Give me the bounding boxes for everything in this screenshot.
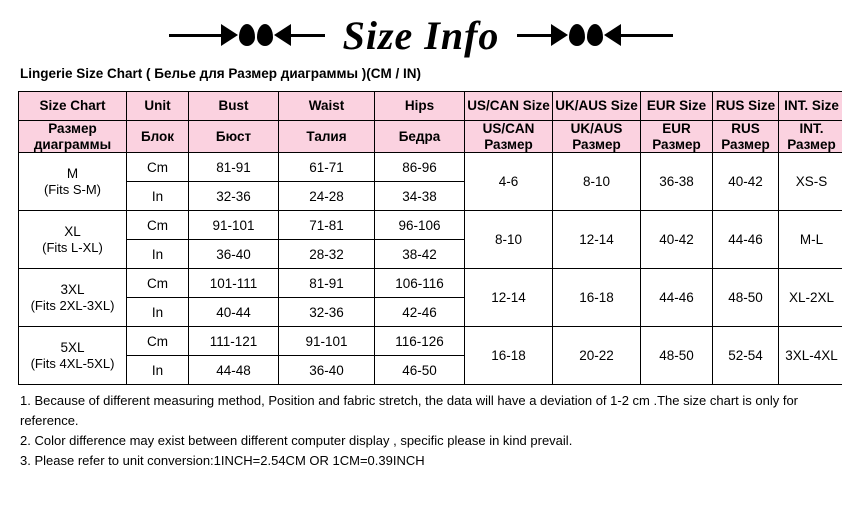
waist-cm: 71-81: [279, 211, 375, 240]
note-2: 2. Color difference may exist between different computer display , specific please in kind prevail.: [20, 433, 573, 449]
waist-in: 32-36: [279, 298, 375, 327]
size-name: XL: [64, 223, 81, 239]
header-int-size-ru: INT. Размер: [779, 121, 842, 153]
header-eur-size: EUR Size: [641, 92, 713, 121]
row-size-label: [19, 327, 127, 385]
ukaus-value: 20-22: [553, 327, 641, 385]
row-size-label: [19, 153, 127, 211]
bust-in: 44-48: [189, 356, 279, 385]
hips-cm: 116-126: [375, 327, 465, 356]
rus-value: 44-46: [713, 211, 779, 269]
ukaus-value: 8-10: [553, 153, 641, 211]
uscan-value: 16-18: [465, 327, 553, 385]
header-eur-size-ru: EUR Размер: [641, 121, 713, 153]
header-ukaus-size-ru: UK/AUS Размер: [553, 121, 641, 153]
header-uscan-size: US/CAN Size: [465, 92, 553, 121]
int-value: XL-2XL: [779, 269, 842, 327]
header-row-english: [19, 92, 842, 121]
page-title: Size Info: [342, 12, 500, 58]
hips-cm: 96-106: [375, 211, 465, 240]
header-waist: Waist: [279, 92, 375, 121]
unit-in: In: [127, 240, 189, 269]
hips-in: 34-38: [375, 182, 465, 211]
unit-cm: Cm: [127, 153, 189, 182]
ukaus-value: 12-14: [553, 211, 641, 269]
rus-value: 40-42: [713, 153, 779, 211]
uscan-value: 8-10: [465, 211, 553, 269]
waist-cm: 91-101: [279, 327, 375, 356]
size-name: 5XL: [60, 339, 85, 355]
header-int-size: INT. Size: [779, 92, 842, 121]
eur-value: 44-46: [641, 269, 713, 327]
table-row: [19, 211, 842, 240]
bust-in: 36-40: [189, 240, 279, 269]
eur-value: 40-42: [641, 211, 713, 269]
header-rus-size: RUS Size: [713, 92, 779, 121]
size-fits: (Fits L-XL): [42, 239, 103, 255]
header-size-chart-ru: Размер диаграммы: [19, 121, 127, 153]
size-fits: (Fits 4XL-5XL): [30, 355, 115, 371]
table-header: [19, 92, 842, 153]
chart-subtitle: Lingerie Size Chart ( Белье для Размер диаграммы )(CM / IN): [20, 66, 421, 81]
notes-section: [0, 385, 842, 472]
rus-value: 48-50: [713, 269, 779, 327]
waist-in: 28-32: [279, 240, 375, 269]
left-ornament-icon: [169, 18, 325, 52]
table-body: [19, 153, 842, 385]
header-hips: Hips: [375, 92, 465, 121]
unit-cm: Cm: [127, 211, 189, 240]
bust-cm: 111-121: [189, 327, 279, 356]
eur-value: 36-38: [641, 153, 713, 211]
size-fits: (Fits S-M): [43, 181, 102, 197]
waist-cm: 81-91: [279, 269, 375, 298]
header-rus-size-ru: RUS Размер: [713, 121, 779, 153]
unit-in: In: [127, 298, 189, 327]
bust-cm: 81-91: [189, 153, 279, 182]
hips-cm: 86-96: [375, 153, 465, 182]
header-hips-ru: Бедра: [375, 121, 465, 153]
unit-cm: Cm: [127, 327, 189, 356]
unit-cm: Cm: [127, 269, 189, 298]
row-size-label: [19, 269, 127, 327]
unit-in: In: [127, 182, 189, 211]
header-bust: Bust: [189, 92, 279, 121]
size-table-container: [0, 91, 842, 385]
unit-in: In: [127, 356, 189, 385]
header-waist-ru: Талия: [279, 121, 375, 153]
hips-in: 42-46: [375, 298, 465, 327]
int-value: XS-S: [779, 153, 842, 211]
header-row-russian: [19, 121, 842, 153]
size-name: 3XL: [60, 281, 85, 297]
note-1: 1. Because of different measuring method, Position and fabric stretch, the data will have a deviation of 1-2 cm .The size chart is only for reference.: [20, 393, 799, 429]
header-ukaus-size: UK/AUS Size: [553, 92, 641, 121]
note-3: 3. Please refer to unit conversion:1INCH=2.54CM OR 1CM=0.39INCH: [20, 453, 425, 469]
table-row: [19, 153, 842, 182]
eur-value: 48-50: [641, 327, 713, 385]
uscan-value: 12-14: [465, 269, 553, 327]
size-name: M: [66, 165, 79, 181]
waist-cm: 61-71: [279, 153, 375, 182]
ukaus-value: 16-18: [553, 269, 641, 327]
size-fits: (Fits 2XL-3XL): [30, 297, 115, 313]
size-chart-table: [18, 91, 842, 385]
row-size-label: [19, 211, 127, 269]
int-value: 3XL-4XL: [779, 327, 842, 385]
int-value: M-L: [779, 211, 842, 269]
rus-value: 52-54: [713, 327, 779, 385]
header-bust-ru: Бюст: [189, 121, 279, 153]
right-ornament-icon: [517, 18, 673, 52]
uscan-value: 4-6: [465, 153, 553, 211]
hips-in: 38-42: [375, 240, 465, 269]
header-unit-ru: Блок: [127, 121, 189, 153]
hips-cm: 106-116: [375, 269, 465, 298]
bust-cm: 101-111: [189, 269, 279, 298]
header-uscan-size-ru: US/CAN Размер: [465, 121, 553, 153]
header-unit: Unit: [127, 92, 189, 121]
table-row: [19, 327, 842, 356]
bust-in: 32-36: [189, 182, 279, 211]
bust-in: 40-44: [189, 298, 279, 327]
waist-in: 36-40: [279, 356, 375, 385]
header-size-chart: Size Chart: [19, 92, 127, 121]
table-row: [19, 269, 842, 298]
document-header: [0, 0, 842, 70]
bust-cm: 91-101: [189, 211, 279, 240]
hips-in: 46-50: [375, 356, 465, 385]
waist-in: 24-28: [279, 182, 375, 211]
